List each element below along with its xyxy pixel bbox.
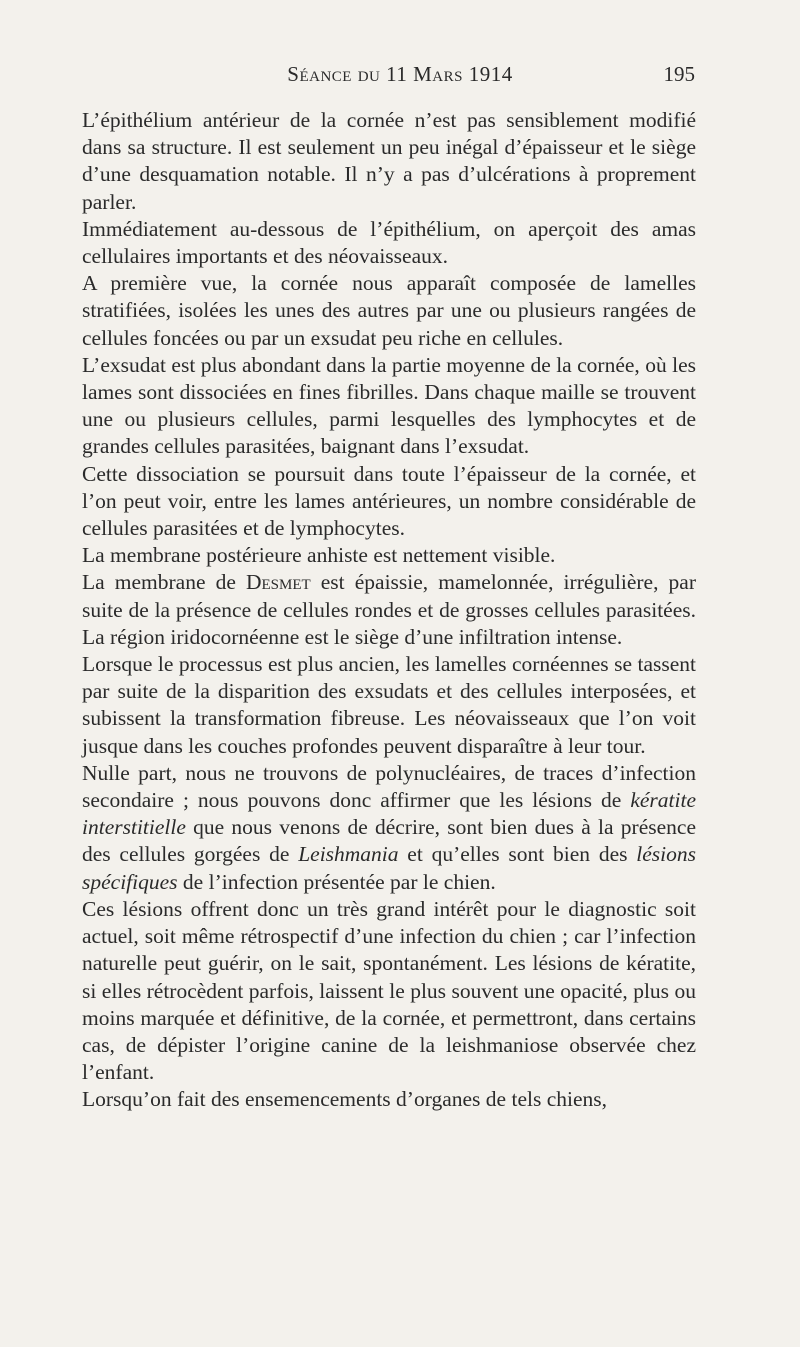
page-number: 195	[663, 62, 695, 86]
paragraph: A première vue, la cornée nous apparaît composée de lamelles stratifiées, isolées les unes des autres par une ou plusieurs rangées de cellules foncées ou par un exsudat peu riche en cellules.	[82, 271, 696, 350]
paragraph: La membrane postérieure anhiste est nettement visible.	[82, 543, 556, 568]
paragraph: Ces lésions offrent donc un très grand intérêt pour le diagnostic soit actuel, soit même rétrospectif d’une infection du chien ; car l’infection naturelle peut guérir, on le sait, spontanément. Les lésions de kératite, si elles rétrocèdent parfois, laissent le plus souvent une opacité, plus ou moins marquée et définitive, de la cornée, et permettront, dans certains cas, de dépister l’origine canine de la leishmaniose observée chez l’enfant.	[82, 896, 696, 1085]
text-run: et qu’elles sont bien des	[398, 842, 637, 867]
paragraph	[82, 760, 696, 896]
paragraph: L’épithélium antérieur de la cornée n’est pas sensiblement modifié dans sa structure. Il est seulement un peu inégal d’épaisseur et le siège d’une desquamation notable. Il n’y a pas d’ulcérations à proprement parler.	[82, 108, 696, 214]
paragraph: Immédiatement au-dessous de l’épithélium, on aperçoit des amas cellulaires importants et des néovaisseaux.	[82, 216, 696, 269]
text-run: La membrane de	[82, 570, 246, 595]
paragraph: L’exsudat est plus abondant dans la partie moyenne de la cornée, où les lames sont dissociées en fines fibrilles. Dans chaque maille se trouvent une ou plusieurs cellules, parmi lesquelles des lymphocytes et de grandes cellules parasitées, baignant dans l’exsudat.	[82, 352, 696, 459]
italic-term: lésions spécifiques	[82, 842, 696, 894]
paragraph: Cette dissociation se poursuit dans toute l’épaisseur de la cornée, et l’on peut voir, entre les lames antérieures, un nombre considérable de cellules parasitées et de lymphocytes.	[82, 461, 696, 541]
text-run: Nulle part, nous ne trouvons de polynucléaires, de traces d’infection secondaire ; nous pouvons donc affirmer que les lésions de	[82, 760, 696, 813]
paragraph: Lorsqu’on fait des ensemencements d’organes de tels chiens,	[82, 1087, 607, 1112]
author-name: Desmet	[245, 570, 311, 595]
running-head: Séance du 11 Mars 1914	[287, 62, 513, 86]
text-run: est épaissie, mamelonnée, irrégulière, par suite de la présence de cellules rondes et de grosses cellules parasitées. La région iridocornéenne est le siège d’une infiltration intense.	[82, 570, 696, 649]
page-header	[0, 62, 800, 92]
text-run: que nous venons de décrire, sont bien dues à la présence des cellules gorgées de	[82, 815, 696, 867]
paragraph: Lorsque le processus est plus ancien, les lamelles cornéennes se tassent par suite de la disparition des exsudats et des cellules interposées, et subissent la transformation fibreuse. Les néovaisseaux que l’on voit jusque dans les couches profondes peuvent disparaître à leur tour.	[82, 652, 696, 758]
text-run: de l’infection présentée par le chien.	[177, 869, 496, 894]
italic-term: kératite interstitielle	[82, 788, 696, 840]
paragraph	[82, 569, 696, 651]
italic-term: Leishmania	[298, 842, 399, 867]
body-text	[82, 107, 696, 1114]
